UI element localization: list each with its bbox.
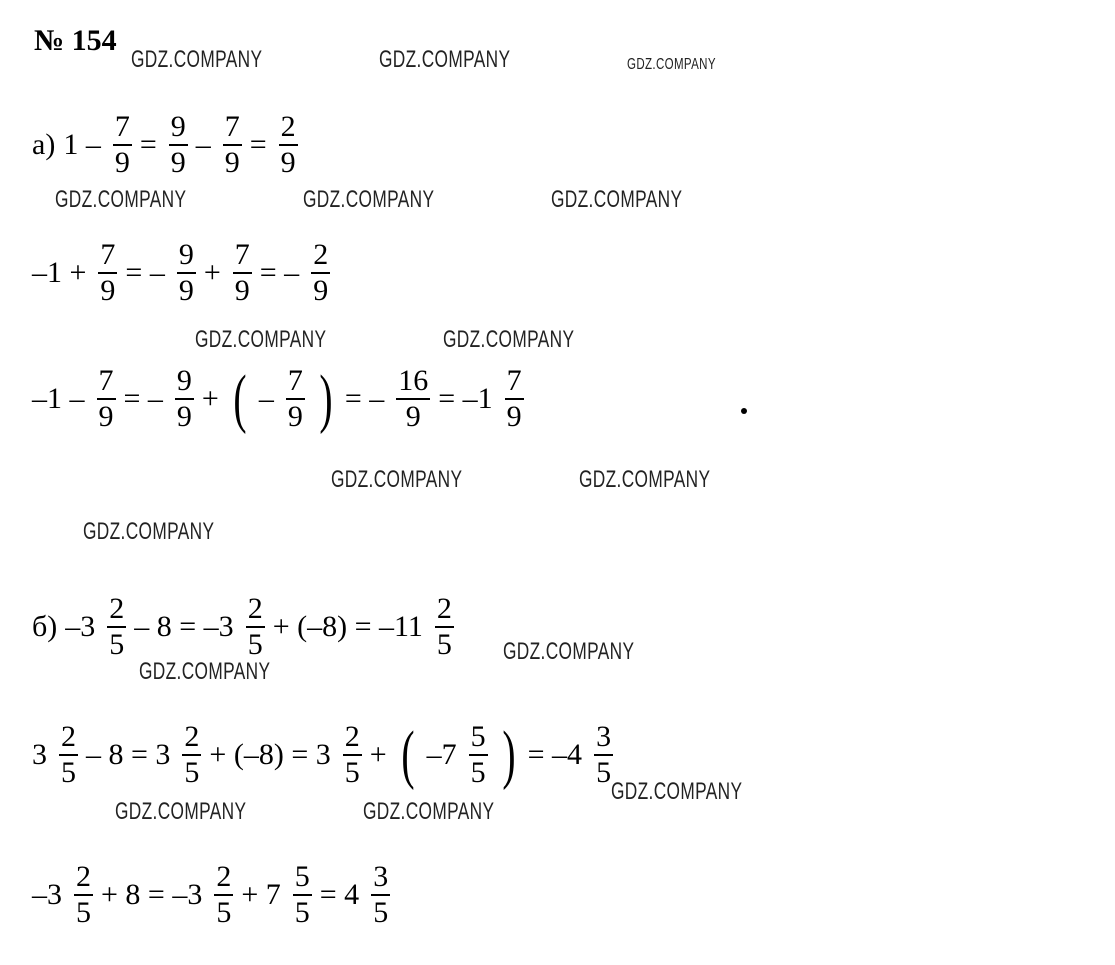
part-label: а) <box>32 128 56 161</box>
operator: = – <box>259 256 300 289</box>
left-paren: ( <box>233 362 247 435</box>
denominator: 9 <box>405 400 421 433</box>
term: – 8 = 3 <box>86 738 171 771</box>
fraction <box>59 722 78 788</box>
fraction <box>435 594 454 660</box>
fraction <box>98 240 117 306</box>
denominator: 5 <box>184 756 200 789</box>
numerator: 5 <box>293 862 312 896</box>
term: – 8 = –3 <box>134 610 234 643</box>
fraction <box>97 366 116 432</box>
numerator: 2 <box>343 722 362 756</box>
fraction <box>214 862 233 928</box>
denominator: 5 <box>436 628 452 661</box>
watermark: GDZ.COMPANY <box>443 326 575 353</box>
right-paren: ) <box>502 718 516 791</box>
denominator: 9 <box>280 146 296 179</box>
operator: + <box>203 256 221 289</box>
fraction <box>279 112 298 178</box>
term: 1 – <box>63 128 101 161</box>
equation-b3 <box>32 862 398 928</box>
fraction <box>175 366 194 432</box>
numerator: 7 <box>97 366 116 400</box>
denominator: 5 <box>596 756 612 789</box>
numerator: 2 <box>279 112 298 146</box>
watermark: GDZ.COMPANY <box>55 186 187 213</box>
operator: = – <box>125 256 165 289</box>
denominator: 5 <box>294 896 310 929</box>
watermark: GDZ.COMPANY <box>331 466 463 493</box>
term: + (–8) = 3 <box>209 738 331 771</box>
problem-number: № 154 <box>34 24 117 57</box>
numerator: 7 <box>113 112 132 146</box>
watermark: GDZ.COMPANY <box>303 186 435 213</box>
denominator: 9 <box>234 274 250 307</box>
fraction <box>177 240 196 306</box>
fraction <box>74 862 93 928</box>
term: –3 <box>32 878 62 911</box>
numerator: 7 <box>223 112 242 146</box>
equation-a3 <box>32 362 532 435</box>
denominator: 5 <box>247 628 263 661</box>
fraction <box>286 366 305 432</box>
fraction <box>169 112 188 178</box>
operator: + <box>369 738 387 771</box>
numerator: 9 <box>177 240 196 274</box>
fraction <box>293 862 312 928</box>
operator: = – <box>123 382 163 415</box>
denominator: 9 <box>114 146 130 179</box>
numerator: 2 <box>246 594 265 628</box>
watermark: GDZ.COMPANY <box>131 46 263 73</box>
left-paren: ( <box>401 718 415 791</box>
numerator: 2 <box>182 722 201 756</box>
denominator: 9 <box>178 274 194 307</box>
fraction <box>343 722 362 788</box>
watermark: GDZ.COMPANY <box>115 798 247 825</box>
fraction <box>233 240 252 306</box>
term: + (–8) = –11 <box>272 610 423 643</box>
denominator: 9 <box>100 274 116 307</box>
equation-b2 <box>32 718 621 791</box>
fraction <box>107 594 126 660</box>
stray-dot <box>741 408 747 414</box>
numerator: 7 <box>233 240 252 274</box>
operator: – <box>258 382 274 415</box>
term: –1 – <box>32 382 85 415</box>
fraction <box>223 112 242 178</box>
watermark: GDZ.COMPANY <box>579 466 711 493</box>
fraction <box>311 240 330 306</box>
watermark: GDZ.COMPANY <box>627 56 716 73</box>
fraction <box>371 862 390 928</box>
numerator: 16 <box>396 366 430 400</box>
term: 3 <box>32 738 47 771</box>
watermark: GDZ.COMPANY <box>503 638 635 665</box>
operator: = <box>249 128 267 161</box>
watermark: GDZ.COMPANY <box>379 46 511 73</box>
watermark: GDZ.COMPANY <box>363 798 495 825</box>
watermark: GDZ.COMPANY <box>551 186 683 213</box>
numerator: 7 <box>505 366 524 400</box>
term: + 7 <box>241 878 281 911</box>
watermark: GDZ.COMPANY <box>83 518 215 545</box>
term: –3 <box>65 610 96 643</box>
denominator: 9 <box>176 400 192 433</box>
right-paren: ) <box>319 362 333 435</box>
fraction <box>182 722 201 788</box>
watermark: GDZ.COMPANY <box>611 778 743 805</box>
denominator: 5 <box>344 756 360 789</box>
numerator: 2 <box>311 240 330 274</box>
term: + 8 = –3 <box>101 878 203 911</box>
fraction <box>396 366 430 432</box>
denominator: 9 <box>287 400 303 433</box>
denominator: 9 <box>313 274 329 307</box>
term: = 4 <box>319 878 360 911</box>
denominator: 5 <box>216 896 232 929</box>
operator: = – <box>344 382 385 415</box>
numerator: 9 <box>169 112 188 146</box>
part-label: б) <box>32 610 58 643</box>
numerator: 2 <box>107 594 126 628</box>
numerator: 5 <box>469 722 488 756</box>
fraction <box>469 722 488 788</box>
numerator: 2 <box>59 722 78 756</box>
watermark: GDZ.COMPANY <box>139 658 271 685</box>
numerator: 9 <box>175 366 194 400</box>
denominator: 5 <box>76 896 91 929</box>
denominator: 9 <box>98 400 114 433</box>
denominator: 9 <box>170 146 186 179</box>
numerator: 2 <box>435 594 454 628</box>
denominator: 5 <box>470 756 486 789</box>
denominator: 9 <box>506 400 522 433</box>
numerator: 7 <box>286 366 305 400</box>
fraction <box>246 594 265 660</box>
operator: – <box>195 128 211 161</box>
operator: = <box>139 128 157 161</box>
fraction <box>505 366 524 432</box>
numerator: 2 <box>214 862 233 896</box>
denominator: 5 <box>109 628 125 661</box>
fraction <box>594 722 613 788</box>
watermark: GDZ.COMPANY <box>195 326 327 353</box>
fraction <box>113 112 132 178</box>
equation-a1 <box>32 112 306 178</box>
denominator: 9 <box>224 146 240 179</box>
operator: + <box>201 382 219 415</box>
numerator: 3 <box>594 722 613 756</box>
term: = –1 <box>438 382 493 415</box>
term: –1 + <box>32 256 87 289</box>
denominator: 5 <box>61 756 76 789</box>
numerator: 7 <box>98 240 117 274</box>
equation-a2 <box>32 240 338 306</box>
equation-b1 <box>32 594 462 660</box>
term: –7 <box>426 738 457 771</box>
numerator: 2 <box>74 862 93 896</box>
term: = –4 <box>527 738 583 771</box>
denominator: 5 <box>373 896 389 929</box>
numerator: 3 <box>371 862 390 896</box>
